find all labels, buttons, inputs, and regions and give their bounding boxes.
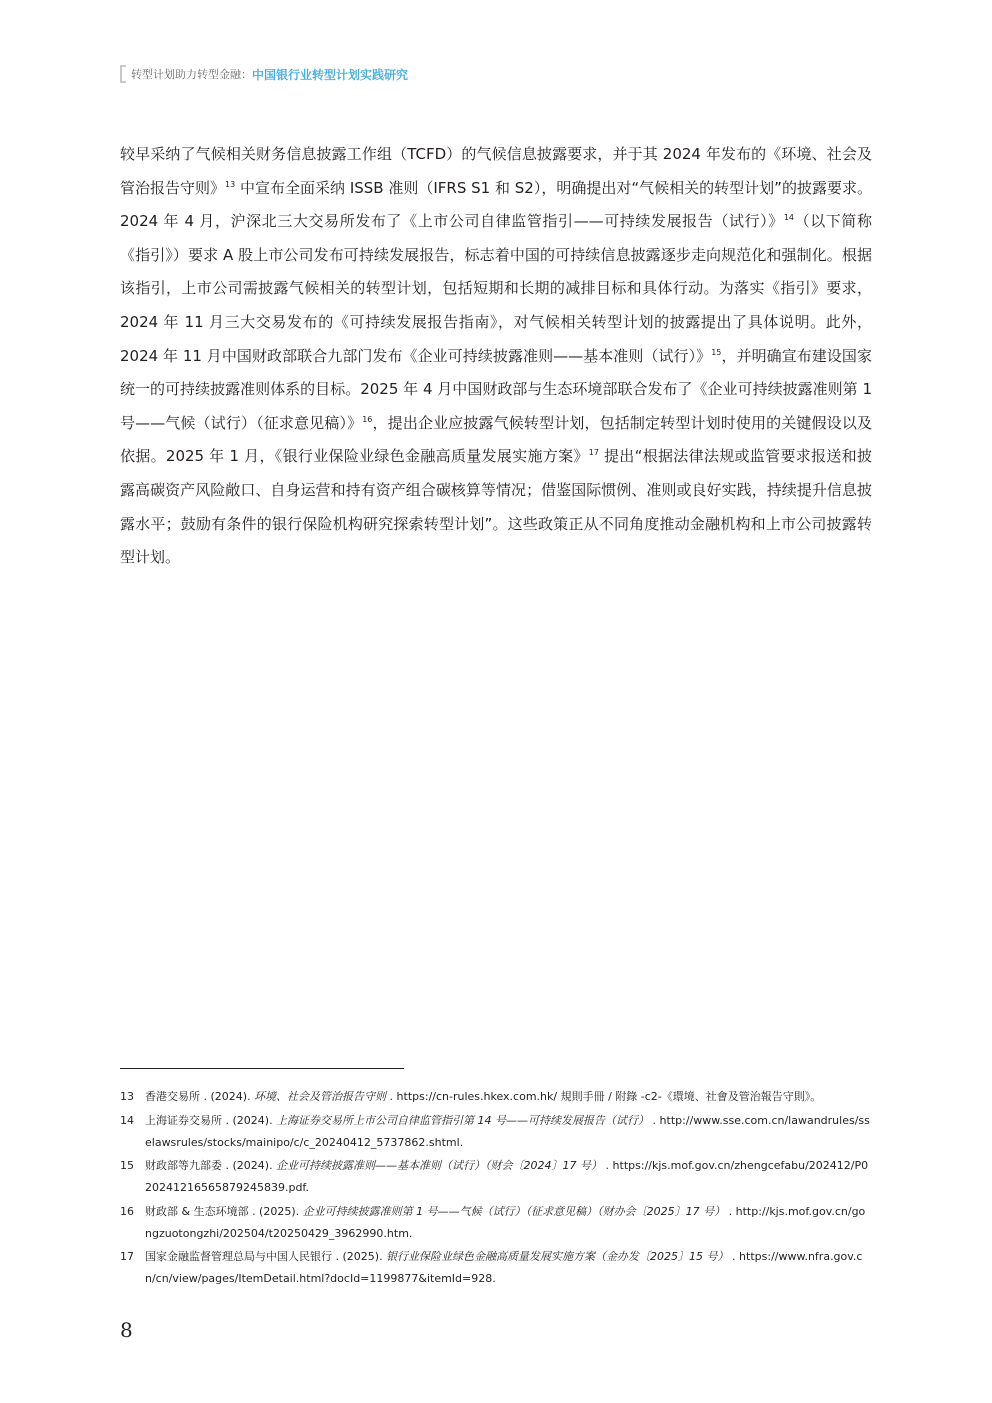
footnote-item xyxy=(120,1086,872,1108)
footnote-number: 16 xyxy=(120,1204,134,1218)
footnotes xyxy=(120,1086,872,1292)
footnote-text: 香港交易所 . (2024). 环境、社会及管治报告守则 . https://cn-rules.hkex.com.hk/ 規則手冊 / 附錄 -c2-《環境、社會及管治報告守則》。 xyxy=(145,1090,822,1103)
body-text-segment: （以下简称《指引》）要求 A 股上市公司发布可持续发展报告，标志着中国的可持续信息披露逐步走向规范化和强制化。根据该指引，上市公司需披露气候相关的转型计划，包括短期和长期的减排目标和具体行动。为落实《指引》要求， 2024 年 11 月三大交易发布的《可持续发展报告指南》，对气候相关转型计划的披露提出了具体说明。此外，2024 年 11 月中国财政部联合九部门发布《企业可持续披露准则——基本准则（试行）》 xyxy=(120,212,872,365)
body-text-segment: ，并明确宣布建设国家统一的可持续披露准则体系的目标。2025 年 4 月中国财政部与生态环境部联合发布了《企业可持续披露准则第 1 号——气候（试行）（征求意见稿）》 xyxy=(120,346,872,432)
page-number: 8 xyxy=(120,1318,133,1342)
footnote-title: 企业可持续披露准则——基本准则（试行）（财会〔2024〕17 号） xyxy=(276,1159,603,1172)
body-paragraph xyxy=(120,138,872,575)
running-header xyxy=(120,64,408,84)
footnote-item xyxy=(120,1110,872,1154)
footnote-title: 企业可持续披露准则第 1 号——气候（试行）（征求意见稿）（财办会〔2025〕17 号） xyxy=(302,1204,726,1218)
body-text-segment: ，提出企业应披露气候转型计划，包括制定转型计划时使用的关键假设以及依据。2025 年 1 月，《银行业保险业绿色金融高质量发展实施方案》 xyxy=(120,413,872,466)
footnote-ref-16[interactable]: 16 xyxy=(362,414,373,424)
footnote-link[interactable]: . https://cn-rules.hkex.com.hk/ 規則手冊 / 附錄 -c2-《環境、社會及管治報告守則》。 xyxy=(386,1090,822,1103)
footnote-text: 财政部等九部委 . (2024). 企业可持续披露准则——基本准则（试行）（财会〔2024〕17 号） . https://kjs.mof.gov.cn/zhengcefabu/202412/P020241216565879245839.pdf. xyxy=(145,1159,869,1194)
footnote-divider xyxy=(120,1068,404,1069)
footnote-title: 环境、社会及管治报告守则 xyxy=(254,1090,387,1103)
footnote-item xyxy=(120,1246,872,1290)
footnote-link[interactable]: . https://www.nfra.gov.cn/cn/view/pages/ItemDetail.html?docId=1199877&itemId=928. xyxy=(145,1250,863,1285)
footnote-text: 上海证券交易所 . (2024). 上海证券交易所上市公司自律监管指引第 14 号——可持续发展报告（试行） . http://www.sse.com.cn/lawandrules/sselawsrules/stocks/mainipo/c/c_20240412_5737862.shtml. xyxy=(145,1113,870,1149)
header-prefix: 转型计划助力转型金融： xyxy=(131,68,252,81)
footnote-title: 上海证券交易所上市公司自律监管指引第 14 号——可持续发展报告（试行） xyxy=(276,1113,650,1127)
header-title: 中国银行业转型计划实践研究 xyxy=(252,67,409,82)
footnote-number: 17 xyxy=(120,1250,134,1263)
footnote-number: 13 xyxy=(120,1090,134,1103)
footnote-number: 14 xyxy=(120,1113,134,1127)
footnote-number: 15 xyxy=(120,1159,134,1172)
header-bracket-mark xyxy=(120,65,126,83)
body-text-segment: 较早采纳了气候相关财务信息披露工作组（TCFD）的气候信息披露要求，并于其 2024 年发布的《环境、社会及管治报告守则》 xyxy=(120,145,872,197)
footnote-item xyxy=(120,1155,872,1199)
footnote-title: 银行业保险业绿色金融高质量发展实施方案（金办发〔2025〕15 号） xyxy=(386,1250,729,1263)
body-text-segment: 中宣布全面采纳 ISSB 准则（IFRS S1 和 S2），明确提出对“气候相关的转型计划”的披露要求。2024 年 4 月，沪深北三大交易所发布了《上市公司自律监管指引——可持续发展报告（试行）》 xyxy=(120,178,872,231)
footnote-ref-17[interactable]: 17 xyxy=(588,448,599,458)
footnote-link[interactable]: . https://kjs.mof.gov.cn/zhengcefabu/202412/P020241216565879245839.pdf. xyxy=(145,1159,869,1194)
footnote-ref-14[interactable]: 14 xyxy=(783,213,795,223)
footnote-text: 国家金融监督管理总局与中国人民银行 . (2025). 银行业保险业绿色金融高质量发展实施方案（金办发〔2025〕15 号） . https://www.nfra.gov.cn/cn/view/pages/ItemDetail.html?docId=1199877&itemId=928. xyxy=(145,1250,863,1285)
footnote-ref-13[interactable]: 13 xyxy=(225,179,236,189)
footnote-link[interactable]: . http://kjs.mof.gov.cn/gongzuotongzhi/202504/t20250429_3962990.htm. xyxy=(145,1204,866,1240)
footnote-link[interactable]: . http://www.sse.com.cn/lawandrules/sselawsrules/stocks/mainipo/c/c_20240412_5737862.shtml. xyxy=(145,1113,870,1149)
footnote-item xyxy=(120,1201,872,1245)
footnote-ref-15[interactable]: 15 xyxy=(711,347,722,357)
footnote-text: 财政部 & 生态环境部 . (2025). 企业可持续披露准则第 1 号——气候（试行）（征求意见稿）（财办会〔2025〕17 号） . http://kjs.mof.gov.cn/gongzuotongzhi/202504/t20250429_3962990.htm. xyxy=(145,1204,866,1240)
body-text-segment: 提出“根据法律法规或监管要求报送和披露高碳资产风险敞口、自身运营和持有资产组合碳核算等情况；借鉴国际惯例、准则或良好实践，持续提升信息披露水平；鼓励有条件的银行保险机构研究探索转型计划”。这些政策正从不同角度推动金融机构和上市公司披露转型计划。 xyxy=(120,447,872,567)
